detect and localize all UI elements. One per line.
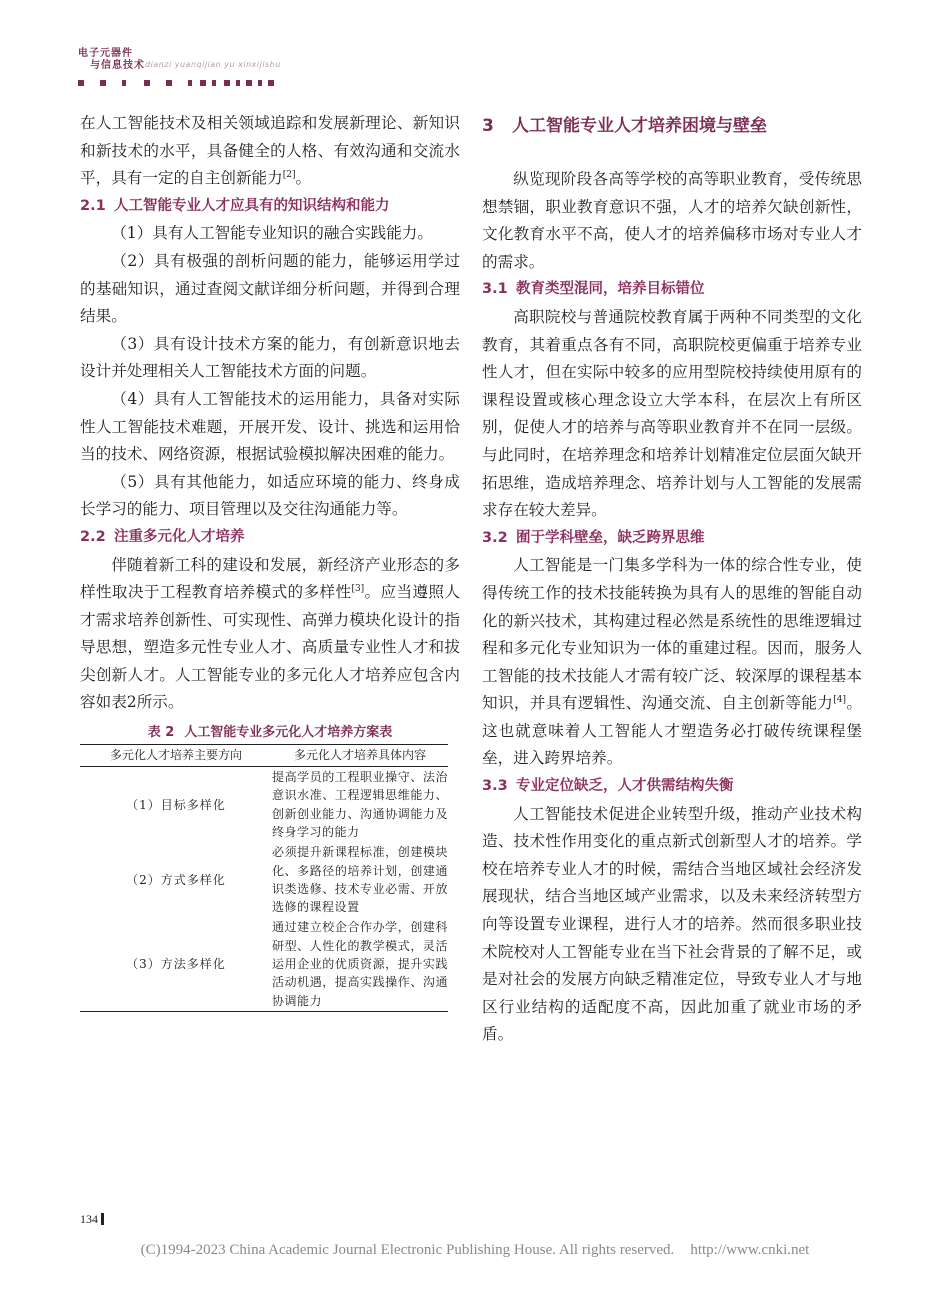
section-heading-3-3: 3.3 专业定位缺乏，人才供需结构失衡 [482,778,734,795]
right-column [482,110,862,1049]
table-header: 多元化人才培养具体内容 [272,745,448,767]
section-heading-3: 3 人工智能专业人才培养困境与壁垒 [482,116,767,136]
journal-pinyin: dianzi yuanqijian yu xinxijishu [145,60,281,69]
table-cell-direction: （3）方法多样化 [80,917,272,1011]
section-3-1-paragraph: 高职院校与普通院校教育属于两种不同类型的文化教育，其着重点各有不同，高职院校更偏重于培养专业性人才，但在实际中较多的应用型院校持续使用原有的课程设置或核心理念设立大学本科，在层次上有所区别，促使人才的培养与高等职业教育并不在同一层级。与此同时，在培养理念和培养计划精准定位层面欠缺开拓思维，造成培养理念、培养计划与人工智能的发展需求存在较大差异。 [482,307,862,520]
list-item: （4）具有人工智能技术的运用能力，具备对实际性人工智能技术难题，开展开发、设计、挑选和运用恰当的技术、网络资源，根据试验模拟解决困难的能力。 [80,389,460,464]
section-3-2-paragraph: 人工智能是一门集多学科为一体的综合性专业，使得传统工作的技术技能转换为具有人的思维的智能自动化的新兴技术，其构建过程必然是系统性的思维逻辑过程和多元化专业知识为一体的重建过程。因而，服务人工智能的技术技能人才需有较广泛、较深厚的课程基本知识，并具有逻辑性、沟通交流、自主创新等能力[4]。这也就意味着人工智能人才塑造务必打破传统课程堡垒，进入跨界培养。 [482,556,862,768]
table-header: 多元化人才培养主要方向 [80,745,272,767]
table-cell-direction: （2）方式多样化 [126,872,226,887]
copyright-footer [0,1242,950,1259]
journal-title [78,48,145,72]
intro-paragraph: 在人工智能技术及相关领域追踪和发展新理论、新知识和新技术的水平，具备健全的人格、有效沟通和交流水平，具有一定的自主创新能力[2]。 [80,114,460,188]
section-heading-3-2: 3.2 囿于学科壁垒，缺乏跨界思维 [482,529,705,546]
table-cell-content: 通过建立校企合作办学，创建科研型、人性化的教学模式，灵活运用企业的优质资源，提升实践活动机遇，提高实践操作、沟通协调能力 [272,917,448,1011]
section-3-3-paragraph: 人工智能技术促进企业转型升级，推动产业技术构造、技术性作用变化的重点新式创新型人才的培养。学校在培养专业人才的时候，需结合当地区域社会经济发展现状，结合当地区域产业需求，以及未来经济转型方向等设置专业课程，进行人才的培养。然而很多职业技术院校对人工智能专业在当下社会背景的了解不足，或是对社会的发展方向缺乏精准定位，导致专业人才与地区行业结构的适配度不高，因此加重了就业市场的矛盾。 [482,804,862,1044]
table-cell-content: 提高学员的工程职业操守、法治意识水准、工程逻辑思维能力、创新创业能力、沟通协调能力及终身学习的能力 [272,770,448,839]
section-3-paragraph: 纵览现阶段各高等学校的高等职业教育，受传统思想禁锢，职业教育意识不强，人才的培养欠缺创新性，文化教育水平不高，使人才的培养偏移市场对专业人才的需求。 [482,170,862,271]
left-column [80,110,460,1012]
table-row [80,767,448,843]
page-number-bar [101,1213,104,1225]
page-number: 134 [80,1212,98,1226]
section-heading-2-2: 2.2 注重多元化人才培养 [80,528,245,545]
table-row [80,842,448,917]
journal-title-line2: 与信息技术 [90,60,145,71]
citation: [3] [351,583,365,594]
section-heading-3-1: 3.1 教育类型混同，培养目标错位 [482,281,705,298]
list-item: （2）具有极强的剖析问题的能力，能够运用学过的基础知识，通过查阅文献详细分析问题，并得到合理结果。 [80,251,460,326]
table-row [80,917,448,1011]
table-2 [80,744,448,1012]
table-caption: 表 2 人工智能专业多元化人才培养方案表 [147,725,393,741]
section-2-2-paragraph: 伴随着新工科的建设和发展，新经济产业形态的多样性取决于工程教育培养模式的多样性[3]。应当遵照人才需求培养创新性、可实现性、高弹力模块化设计的指导思想，塑造多元性专业人才、高质量专业性人才和拔尖创新人才。人工智能专业的多元化人才培养应包含内容如表2所示。 [80,555,460,712]
table-cell-direction: （1）目标多样化 [126,797,226,812]
list-item: （1）具有人工智能专业知识的融合实践能力。 [111,224,433,243]
footer-url[interactable]: http://www.cnki.net [690,1242,810,1258]
section-heading-2-1: 2.1 人工智能专业人才应具有的知识结构和能力 [80,197,390,214]
list-item: （3）具有设计技术方案的能力，有创新意识地去设计并处理相关人工智能技术方面的问题。 [80,334,460,381]
journal-logo [78,48,145,72]
citation: [4] [833,695,847,706]
header-decoration [78,80,278,90]
copyright-text: (C)1994-2023 China Academic Journal Electronic Publishing House. All rights reserved. [140,1242,675,1258]
list-item: （5）具有其他能力，如适应环境的能力、终身成长学习的能力、项目管理以及交往沟通能力等。 [80,472,460,519]
citation: [2] [282,170,296,180]
table-cell-content: 必须提升新课程标准，创建模块化、多路径的培养计划，创建通识类选修、技术专业必需、开放选修的课程设置 [272,845,448,915]
journal-title-line1: 电子元器件 [78,48,133,59]
